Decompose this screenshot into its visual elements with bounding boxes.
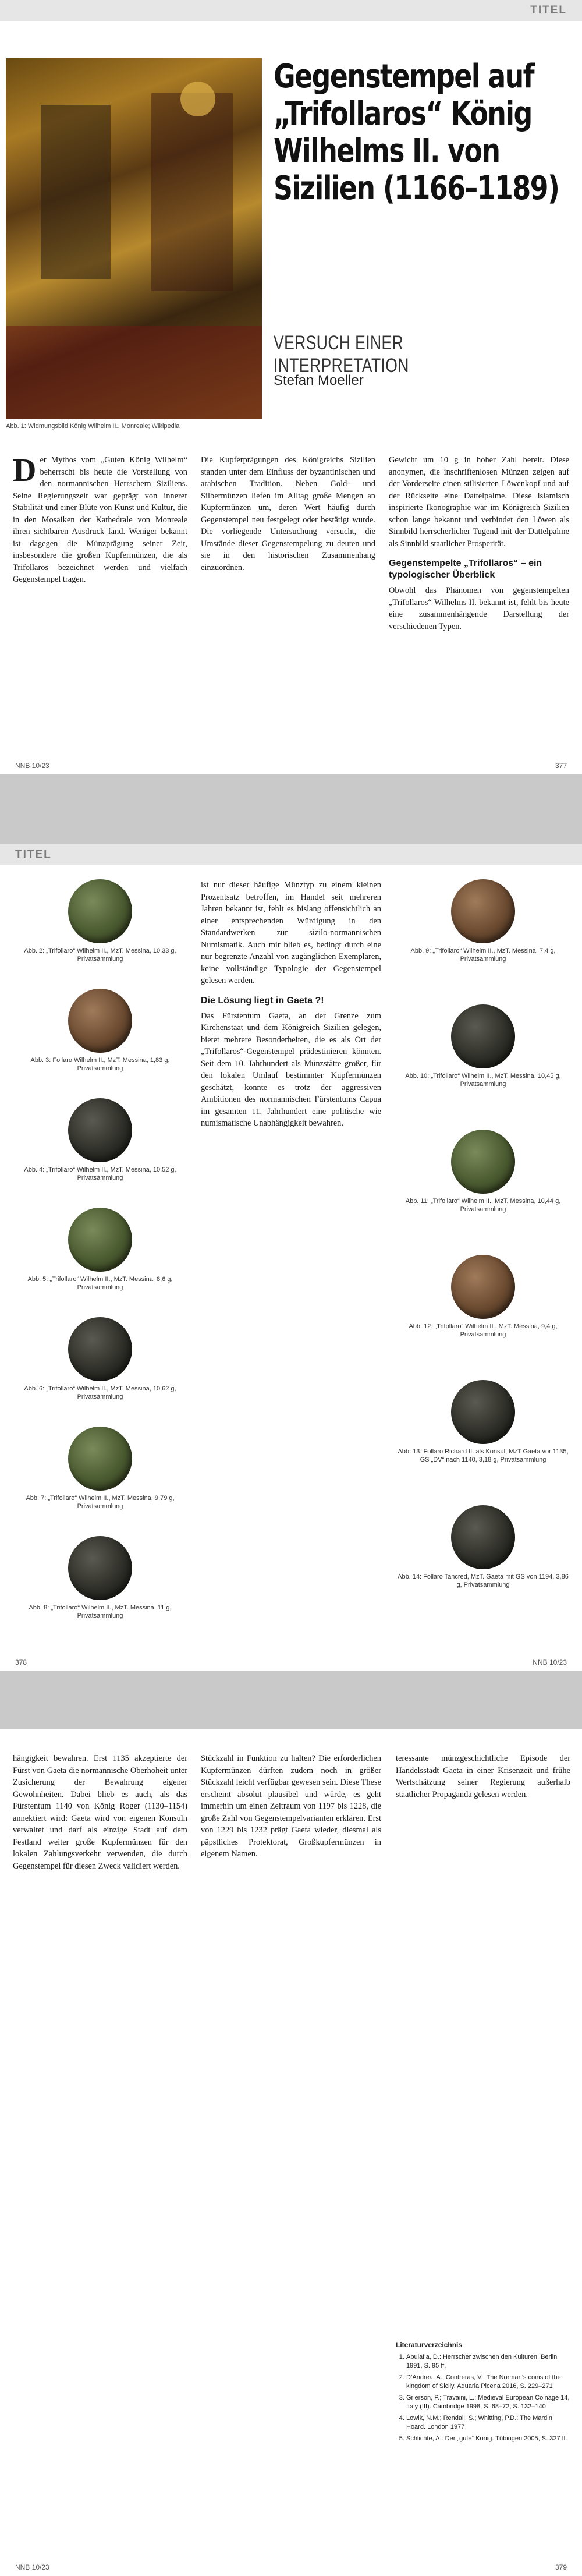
column-3-text: Gewicht um 10 g in hoher Zahl bereit. Diese anonymen, die inschriftenlosen Münzen zeigen auf der Vorderseite einen stilisierten Löwenkopf und auf der Rückseite eine Dattelpalme. Diese islamisch inspirierte Ikonographie war im Königreich Sizilien schon lange bekannt und verbindet den Löwen als Sinnbild herrscherlicher Tugend mit der Dattelpalme als Sinnbild staatlicher Prosperität.: [389, 455, 569, 549]
literature-entry: 5. Schlichte, A.: Der „gute“ König. Tübingen 2005, S. 327 ff.: [406, 2435, 570, 2443]
literature-list: [396, 2341, 570, 2446]
coin-caption: Abb. 6: „Trifollaro“ Wilhelm II., MzT. Messina, 10,62 g, Privatsammlung: [24, 1385, 176, 1400]
footer-journal: NNB 10/23: [15, 762, 49, 770]
center-text-b: Das Fürstentum Gaeta, an der Grenze zum Kirchenstaat und dem Königreich Sizilien gelegen, bietet mehrere Besonderheiten, die es als Ort der „Trifollaros“-Gegenstempel prädestinieren könnten. Seit dem 10. Jahrhundert als Münzstätte großer, für den lokalen Umlauf bestimmter Kupfermünzen geschätzt, konnte es trotz der aggressiven Ambitionen des normannischen Fürstentums Capua im gesamten 11. Jahrhundert eine politische wie numismatische Unabhängigkeit bewahren.: [201, 1011, 381, 1128]
article-column-1: Der Mythos vom „Guten König Wilhelm“ beherrscht bis heute die Vorstellung von den normannischen Herrschern Siziliens. Seine Regierungszeit war geprägt von innerer Stabilität und einer Blüte von Kunst und Kultur, die in den Mosaiken der Kathedrale von Monreale ihren sichtbaren Ausdruck fand. Weniger bekannt ist dagegen die Münzprägung seiner Zeit, insbesondere die großen Kupfermünzen, die als Trifollaros bezeichnet werden und vielfach Gegenstempel tragen.: [13, 454, 187, 584]
page-378-379: [0, 844, 582, 1671]
center-text: ist nur dieser häufige Münztyp zu einem kleinen Prozentsatz betroffen, im Handel seit mehreren Jahren bekannt ist, fehlt es bislang offensichtlich an einer entsprechenden Würdigung in den Standardwerken zur sizilo-normannischen Numismatik. Auch mir blieb es, bedingt durch eine nur begrenzte Anzahl von zugänglichen Exemplaren, keine vollständige Typologie der Gegenstempel gelesen werden.: [201, 880, 381, 985]
coin-caption: Abb. 9: „Trifollaro“ Wilhelm II., MzT. Messina, 7,4 g, Privatsammlung: [410, 947, 556, 963]
coin-figure: [396, 1255, 570, 1339]
footer-journal: NNB 10/23: [15, 2563, 49, 2571]
section-header-bar: [0, 844, 582, 865]
coin-figure: [13, 989, 187, 1073]
article-subtitle: VERSUCH EINER INTERPRETATION: [274, 332, 409, 377]
footer-page-number: 377: [555, 762, 567, 770]
coin-image: [68, 1317, 132, 1381]
coin-figure: [396, 1004, 570, 1088]
coin-figure: [396, 1130, 570, 1213]
footer-page-number: 378: [15, 1658, 27, 1666]
dedication-mosaic-image: [6, 58, 262, 419]
coin-caption: Abb. 10: „Trifollaro“ Wilhelm II., MzT. Messina, 10,45 g, Privatsammlung: [405, 1073, 561, 1088]
coin-figure: [13, 1317, 187, 1401]
article-column-center: [201, 879, 381, 1654]
literature-entry: 2. D’Andrea, A.; Contreras, V.: The Norman’s coins of the kingdom of Sicily. Aquaria Picena 2016, S. 229–271: [406, 2373, 570, 2391]
coin-caption: Abb. 12: „Trifollaro“ Wilhelm II., MzT. Messina, 9,4 g, Privatsammlung: [409, 1323, 558, 1338]
coin-caption: Abb. 14: Follaro Tancred, MzT. Gaeta mit GS von 1194, 3,86 g, Privatsammlung: [398, 1573, 569, 1588]
article-author: Stefan Moeller: [274, 373, 364, 388]
coin-image: [68, 1427, 132, 1491]
coin-caption: Abb. 7: „Trifollaro“ Wilhelm II., MzT. Messina, 9,79 g, Privatsammlung: [26, 1495, 175, 1510]
image-caption: Abb. 1: Widmungsbild König Wilhelm II., Monreale; Wikipedia: [6, 423, 180, 430]
coin-figure: [396, 1505, 570, 1589]
page-footer: [0, 1655, 582, 1671]
coin-image: [68, 1536, 132, 1600]
footer-journal: NNB 10/23: [533, 1658, 567, 1666]
coin-caption: Abb. 11: „Trifollaro“ Wilhelm II., MzT. Messina, 10,44 g, Privatsammlung: [405, 1198, 561, 1213]
page-footer: [0, 758, 582, 774]
coin-caption: Abb. 5: „Trifollaro“ Wilhelm II., MzT. Messina, 8,6 g, Privatsammlung: [27, 1276, 173, 1291]
coin-figure: [13, 1536, 187, 1620]
coin-image: [451, 1004, 515, 1068]
mosaic-halo: [180, 82, 215, 116]
mosaic-figure-right: [151, 93, 233, 291]
coin-image: [68, 1098, 132, 1162]
article-column-2: Die Kupferprägungen des Königreichs Sizilien standen unter dem Einfluss der byzantinischen und arabischen Tradition. Neben Gold- und Silbermünzen liefen im Alltag große Mengen an Kupfermünzen um, deren Wert häufig durch Gegenstempel neu festgelegt oder bestätigt wurde. Die vorliegende Untersuchung versucht, die Umstände dieser Gegenstempelung zu deuten und sie in den historischen Zusammenhang einzuordnen.: [201, 455, 375, 572]
coin-figure: [396, 1380, 570, 1464]
page-footer: [0, 2560, 582, 2576]
article-column-3: teressante münzgeschichtliche Episode der Handelsstadt Gaeta in einer Krisenzeit und frühe Wertschätzung seiner Regierung außerhalb staatlicher Propaganda gelesen werden.: [396, 1754, 570, 1799]
coin-caption: Abb. 2: „Trifollaro“ Wilhelm II., MzT. Messina, 10,33 g, Privatsammlung: [24, 947, 176, 963]
article-column-1: hängigkeit bewahren. Erst 1135 akzeptierte der Fürst von Gaeta die normannische Oberhoheit unter Zusicherung der Bewahrung eigener Gewohnheiten. Dabei blieb es auch, als das Fürstentum 1140 von König Roger (1130–1154) annektiert wird: Gaeta wird von eigenen Konsuln verwaltet und darf als einzige Stadt auf dem Festland weiter große Kupfermünzen für den lokalen Zahlungsverkehr verwenden, die durch Gegenstempel für diesen Zweck validiert werden.: [13, 1754, 187, 1871]
coin-caption: Abb. 8: „Trifollaro“ Wilhelm II., MzT. Messina, 11 g, Privatsammlung: [29, 1604, 172, 1619]
literature-entry: 4. Lowik, N.M.; Rendall, S.; Whitting, P.D.: The Mardin Hoard. London 1977: [406, 2414, 570, 2432]
section-label: TITEL: [530, 4, 567, 16]
coin-caption: Abb. 13: Follaro Richard II. als Konsul, MzT Gaeta vor 1135, GS „DV“ nach 1140, 3,18 g, Privatsammlung: [398, 1448, 569, 1463]
literature-entry: 3. Grierson, P.; Travaini, L.: Medieval European Coinage 14, Italy (III). Cambridge 1998, S. 68–72, S. 132–140: [406, 2394, 570, 2411]
page-379: [0, 1729, 582, 2576]
footer-page-number: 379: [555, 2563, 567, 2571]
literature-heading: Literaturverzeichnis: [396, 2341, 463, 2349]
page-gutter: [0, 1671, 582, 1729]
coin-figure: [396, 879, 570, 963]
coin-image: [68, 989, 132, 1053]
coin-image: [451, 879, 515, 943]
coin-image: [451, 1255, 515, 1319]
column-3-text-b: Obwohl das Phänomen von gegenstempelten „Trifollaros“ Wilhelms II. bekannt ist, fehlt bis heute eine zusammenhängende Darstellung der verschiedenen Typen.: [389, 586, 569, 631]
mosaic-floor-band: [6, 326, 262, 419]
article-column-2: Stückzahl in Funktion zu halten? Die erforderlichen Kupfermünzen dürften zudem noch in größer Stückzahl leicht verfügbar gewesen sein. Diese These erscheint absolut plausibel und würde, es geht immerhin um einen Zeitraum von 1197 bis 1228, die große Zahl von Gegenstempelvarianten erklären. Erst von 1229 bis 1232 prägt Gaeta wieder, diesmal als päpstliches Protektorat, Großkupfermünzen in eigenem Namen.: [201, 1754, 381, 1859]
coin-image: [451, 1505, 515, 1569]
coin-image: [451, 1380, 515, 1444]
article-headline: Gegenstempel auf „Trifollaros“ König Wilhelms II. von Sizilien (1166–1189): [274, 58, 559, 207]
coin-image: [451, 1130, 515, 1194]
page-gutter: [0, 774, 582, 844]
literature-entry: 1. Abulafia, D.: Herrscher zwischen den Kulturen. Berlin 1991, S. 95 ff.: [406, 2353, 570, 2370]
section-heading-typology: Gegenstempelte „Trifollaros“ – ein typologischer Überblick: [389, 558, 542, 580]
section-label: TITEL: [15, 848, 52, 861]
literature-entries: [396, 2353, 570, 2443]
coin-image: [68, 879, 132, 943]
coin-figure: [13, 1208, 187, 1291]
coin-figure: [13, 879, 187, 963]
coin-caption: Abb. 4: „Trifollaro“ Wilhelm II., MzT. Messina, 10,52 g, Privatsammlung: [24, 1166, 176, 1181]
section-header-bar: [0, 0, 582, 21]
section-heading-gaeta: Die Lösung liegt in Gaeta ?!: [201, 995, 324, 1006]
coin-image: [68, 1208, 132, 1272]
coin-caption: Abb. 3: Follaro Wilhelm II., MzT. Messina, 1,83 g, Privatsammlung: [30, 1057, 170, 1072]
coin-figure: [13, 1427, 187, 1510]
mosaic-figure-left: [41, 105, 111, 279]
article-column-3: [389, 454, 569, 745]
coin-figure: [13, 1098, 187, 1182]
page-377: [0, 0, 582, 774]
